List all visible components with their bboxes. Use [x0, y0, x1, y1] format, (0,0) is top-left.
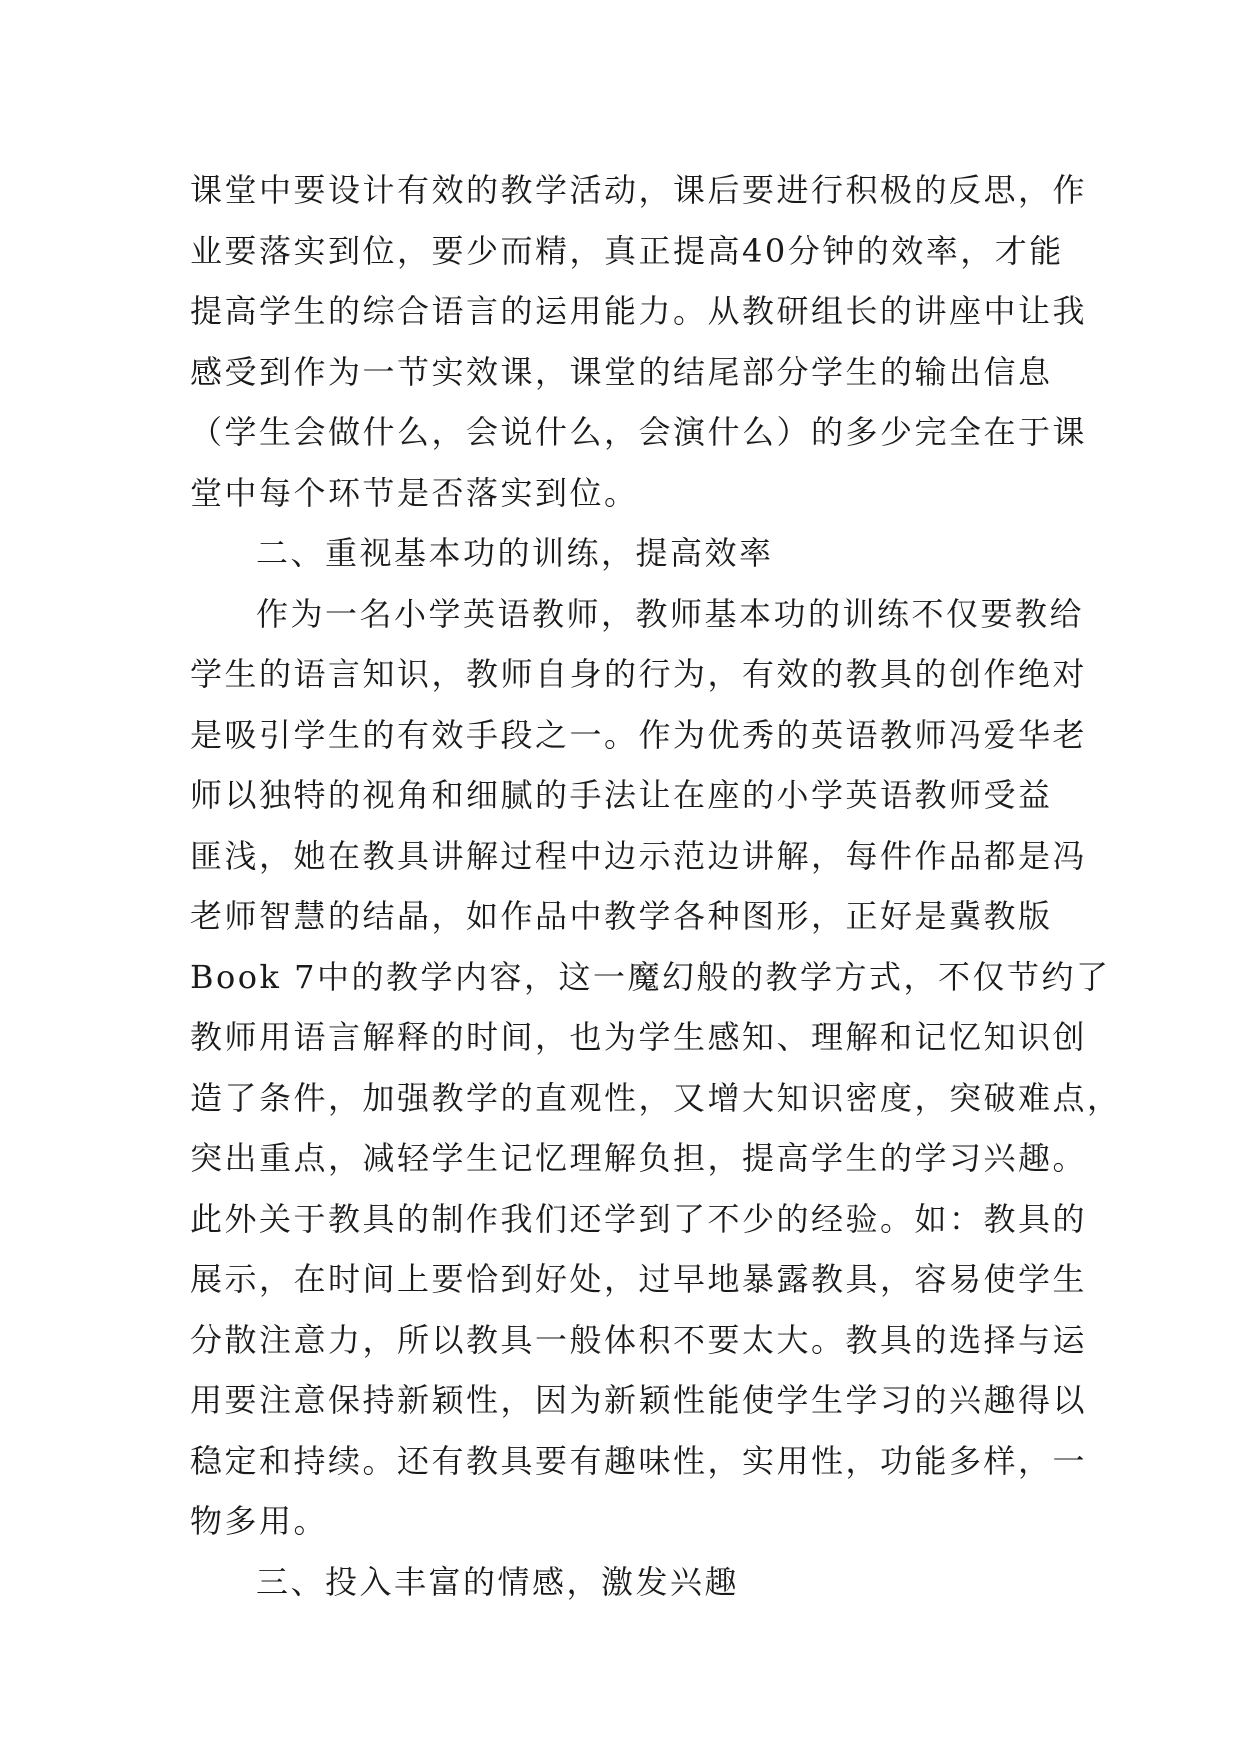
text-line: 提高学生的综合语言的运用能力。从教研组长的讲座中让我: [190, 292, 1088, 330]
document-body: [190, 160, 1122, 1612]
text-line: 感受到作为一节实效课，课堂的结尾部分学生的输出信息: [190, 352, 1053, 391]
text-line: 物多用。: [190, 1502, 329, 1540]
text-line: 用要注意保持新颖性，因为新颖性能使学生学习的兴趣得以: [190, 1381, 1088, 1419]
text-line: 稳定和持续。还有教具要有趣味性，实用性，功能多样，一: [190, 1441, 1088, 1480]
text-line: 造了条件，加强教学的直观性，又增大知识密度，突破难点，: [190, 1078, 1122, 1117]
text-line: 学生的语言知识，教师自身的行为，有效的教具的创作绝对: [190, 655, 1088, 693]
text-line: 教师用语言解释的时间，也为学生感知、理解和记忆知识创: [190, 1018, 1088, 1056]
section-heading: 二、重视基本功的训练，提高效率: [256, 534, 774, 572]
text-line: 突出重点，减轻学生记忆理解负担，提高学生的学习兴趣。: [190, 1139, 1088, 1177]
text-line: Book 7中的教学内容，这一魔幻般的教学方式，不仅节约了: [190, 957, 1111, 996]
text-line: 作为一名小学英语教师，教师基本功的训练不仅要教给: [256, 594, 1085, 633]
text-line: 老师智慧的结晶，如作品中教学各种图形，正好是冀教版: [190, 897, 1053, 935]
text-line: 分散注意力，所以教具一般体积不要太大。教具的选择与运: [190, 1320, 1088, 1359]
text-line: 课堂中要设计有效的教学活动，课后要进行积极的反思，作: [190, 171, 1088, 209]
text-line: 是吸引学生的有效手段之一。作为优秀的英语教师冯爱华老: [190, 715, 1088, 754]
text-line: 此外关于教具的制作我们还学到了不少的经验。如：教具的: [190, 1199, 1088, 1238]
text-line: 展示，在时间上要恰到好处，过早地暴露教具，容易使学生: [190, 1260, 1088, 1298]
text-line: 师以独特的视角和细腻的手法让在座的小学英语教师受益: [190, 776, 1053, 814]
text-line: 堂中每个环节是否落实到位。: [190, 473, 639, 512]
text-line: 业要落实到位，要少而精，真正提高40分钟的效率，才能: [190, 231, 1064, 270]
section-heading: 三、投入丰富的情感，激发兴趣: [256, 1562, 740, 1601]
text-line: （学生会做什么，会说什么，会演什么）的多少完全在于课: [190, 413, 1088, 451]
text-line: 匪浅，她在教具讲解过程中边示范边讲解，每件作品都是冯: [190, 836, 1088, 875]
